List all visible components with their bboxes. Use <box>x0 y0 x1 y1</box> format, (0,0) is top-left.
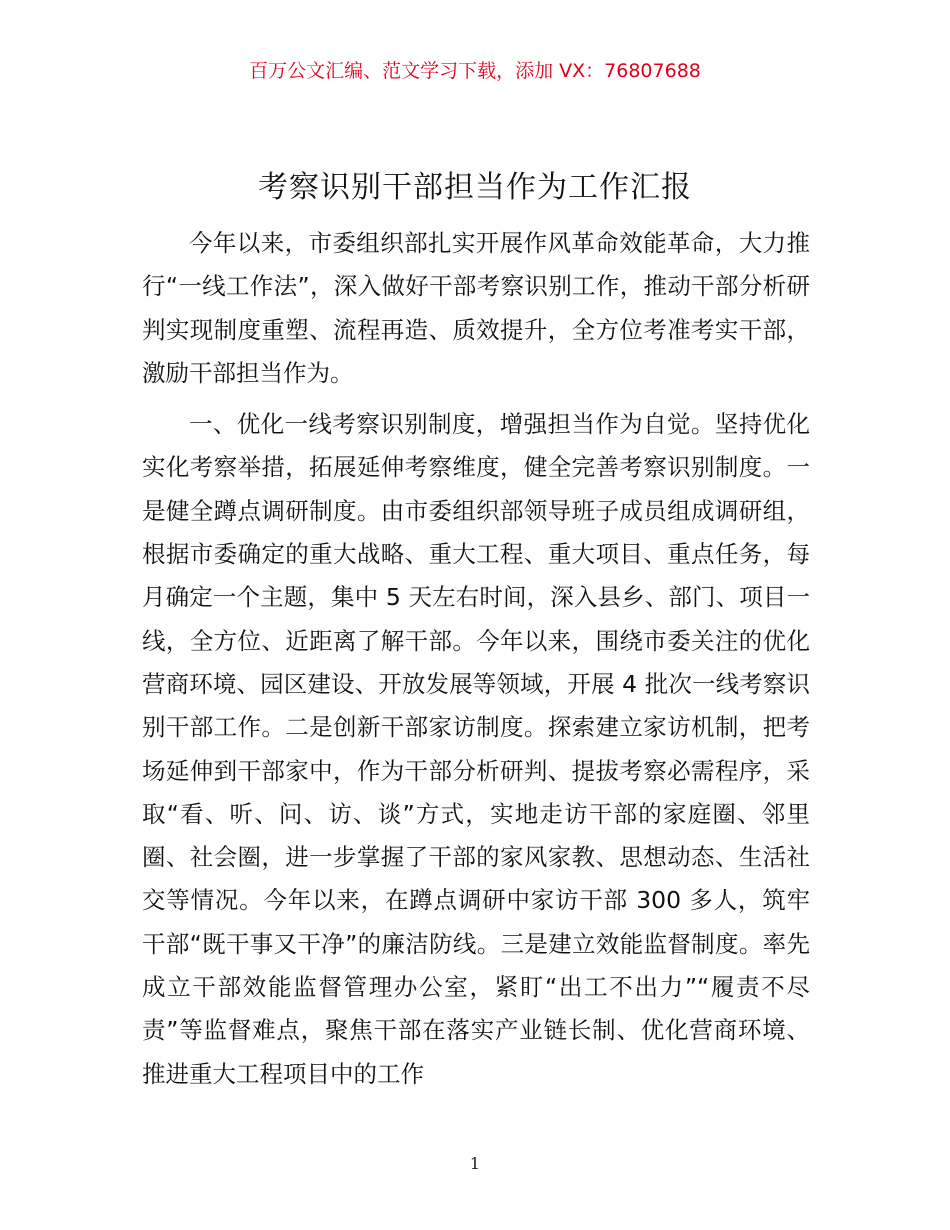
page-number: 1 <box>469 1154 481 1173</box>
header-ad-text: 百万公文汇编、范文学习下载，添加 VX：76807688 <box>249 60 701 82</box>
paragraph-intro: 今年以来，市委组织部扎实开展作风革命效能革命，大力推行“一线工作法”，深入做好干部考察识别工作，推动干部分析研判实现制度重塑、流程再造、质效提升，全方位考准考实干部，激励干部担当作为。 <box>142 229 810 387</box>
document-body <box>142 222 810 1096</box>
paragraph-section-one: 一、优化一线考察识别制度，增强担当作为自觉。坚持优化实化考察举措，拓展延伸考察维度，健全完善考察识别制度。一是健全蹲点调研制度。由市委组织部领导班子成员组成调研组，根据市委确定的重大战略、重大工程、重大项目、重点任务，每月确定一个主题，集中 5 天左右时间，深入县乡、部门、项目一线，全方位、近距离了解干部。今年以来，围绕市委关注的优化营商环境、园区建设、开放发展等领域，开展 4 批次一线考察识别干部工作。二是创新干部家访制度。探索建立家访机制，把考场延伸到干部家中，作为干部分析研判、提拔考察必需程序，采取“看、听、问、访、谈”方式，实地走访干部的家庭圈、邻里圈、社会圈，进一步掌握了干部的家风家教、思想动态、生活社交等情况。今年以来，在蹲点调研中家访干部 300 多人，筑牢干部“既干事又干净”的廉洁防线。三是建立效能监督制度。率先成立干部效能监督管理办公室，紧盯“出工不出力”“履责不尽责”等监督难点，聚焦干部在落实产业链长制、优化营商环境、推进重大工程项目中的工作 <box>142 410 810 1088</box>
document-title: 考察识别干部担当作为工作汇报 <box>258 170 692 205</box>
